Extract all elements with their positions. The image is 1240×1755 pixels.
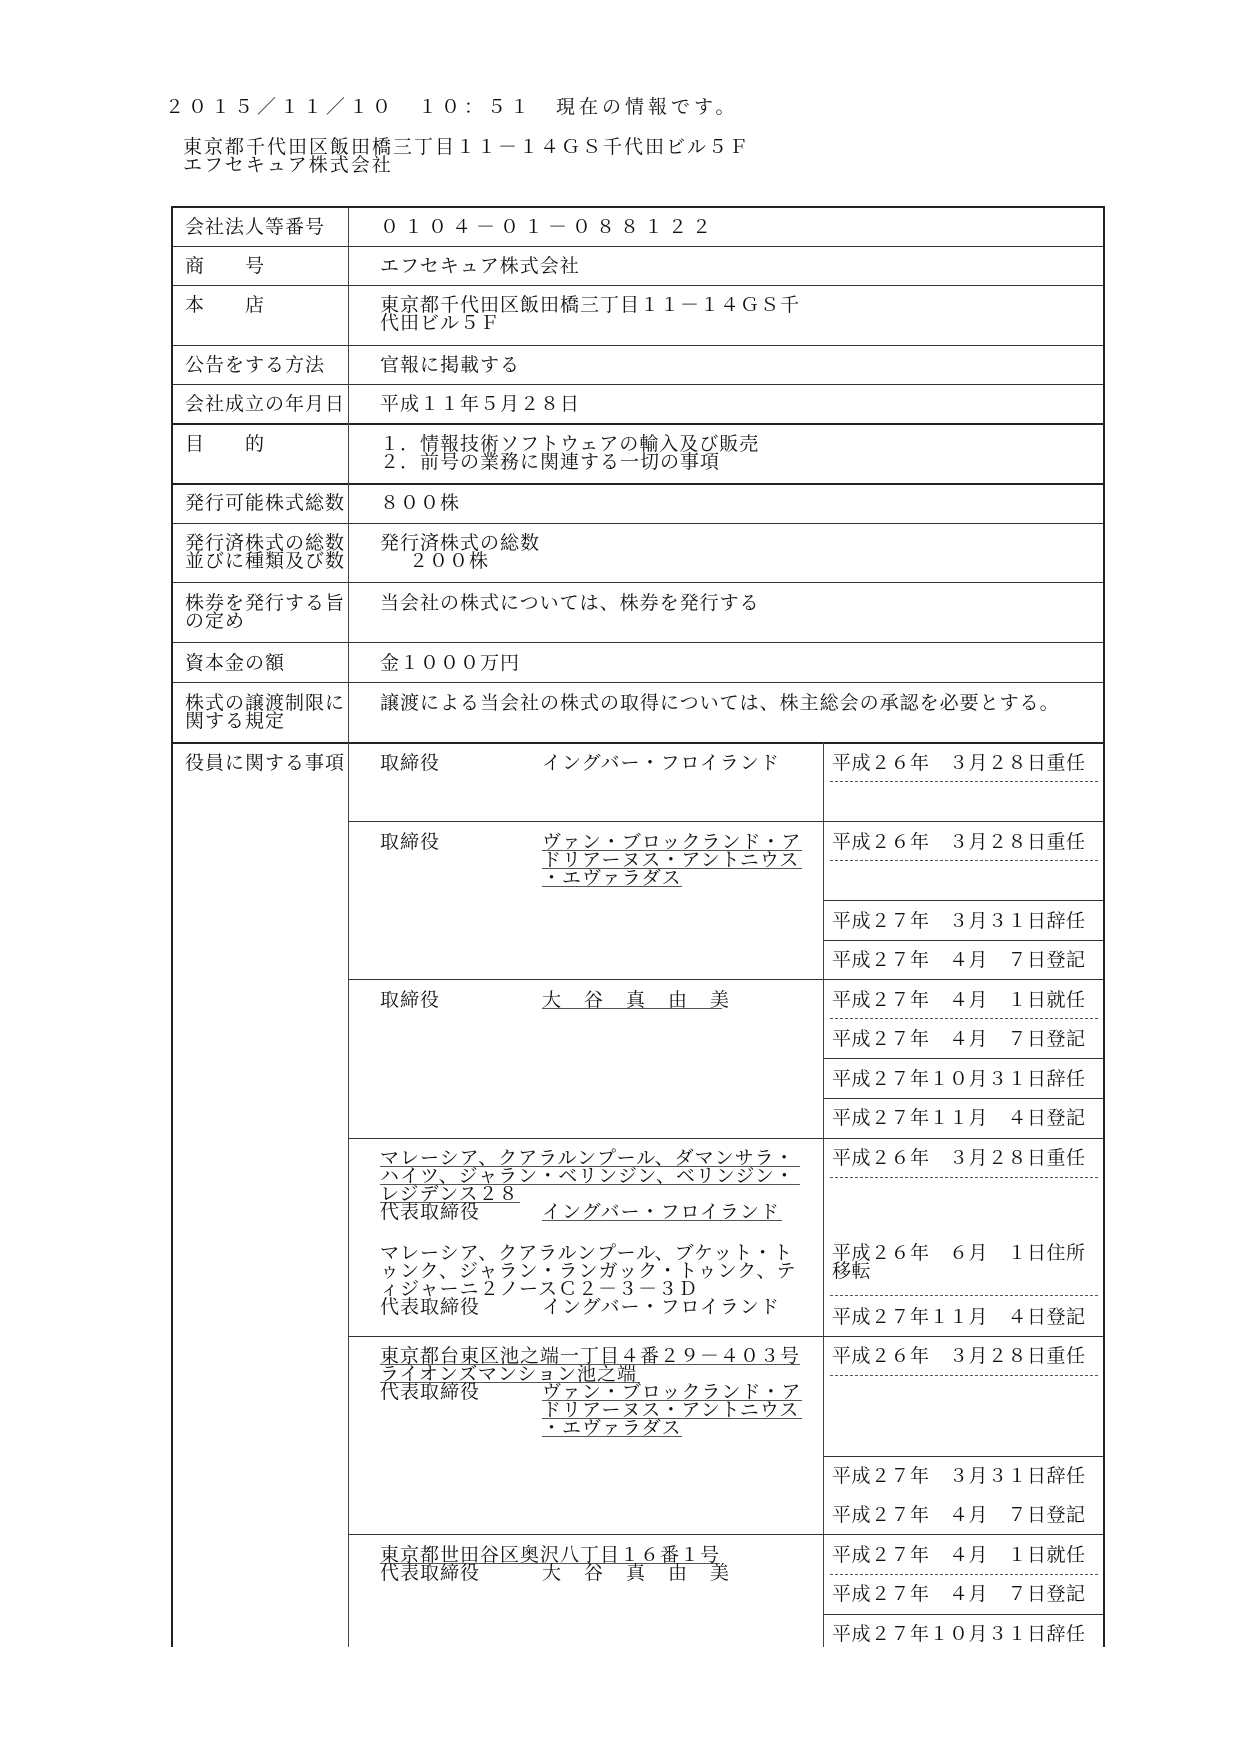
label-founded: 会社成立の年月日 — [185, 393, 346, 415]
officer-address-line: 東京都台東区池之端一丁目４番２９－４０３号 — [380, 1345, 801, 1367]
officer-divider — [349, 979, 1103, 980]
value-head-office-1: 東京都千代田区飯田橋三丁目１１－１４ＧＳ千 — [380, 294, 801, 316]
officer-role: 代表取締役 — [380, 1381, 481, 1403]
label-issued-shares-1: 発行済株式の総数 — [185, 532, 346, 554]
officer-date: 平成２７年 ４月 ７日登記 — [832, 1504, 1086, 1526]
officer-date: 平成２７年 ４月 ７日登記 — [832, 949, 1086, 971]
officer-date: 平成２６年 ３月２８日重任 — [832, 752, 1086, 774]
officer-name-line: ヴァン・ブロックランド・ア — [542, 831, 802, 853]
officer-date: 平成２７年 ４月 １日就任 — [832, 989, 1086, 1011]
row-divider — [173, 423, 1103, 425]
officer-address-line: ライオンズマンション池之端 — [380, 1363, 638, 1385]
value-transfer-restriction: 譲渡による当会社の株式の取得については、株主総会の承認を必要とする。 — [380, 692, 1060, 714]
row-divider — [173, 384, 1103, 385]
officer-role: 取締役 — [380, 989, 441, 1011]
dashed-rule — [830, 1018, 1098, 1019]
officer-date: 平成２６年 ６月 １日住所 — [832, 1242, 1086, 1264]
row-divider — [173, 523, 1103, 524]
label-head-office: 本 店 — [185, 294, 266, 316]
officer-date-continued: 移転 — [832, 1260, 872, 1282]
officer-role: 取締役 — [380, 752, 441, 774]
underline — [542, 1400, 802, 1401]
officer-divider — [349, 1336, 1103, 1337]
row-divider — [173, 345, 1103, 346]
dashed-rule — [830, 1375, 1098, 1376]
label-transfer-restriction-2: 関する規定 — [185, 710, 286, 732]
header-address: 東京都千代田区飯田橋三丁目１１－１４ＧＳ千代田ビル５Ｆ — [183, 136, 751, 158]
officer-role: 代表取締役 — [380, 1201, 481, 1223]
dashed-rule — [830, 1177, 1098, 1178]
value-capital: 金１０００万円 — [380, 652, 521, 674]
officer-name-line: ・エヴァラダス — [542, 867, 682, 889]
label-purpose: 目 的 — [185, 433, 266, 455]
officer-date: 平成２７年 ３月３１日辞任 — [832, 1465, 1086, 1487]
underline — [542, 1418, 802, 1419]
underline — [542, 850, 802, 851]
officer-date: 平成２６年 ３月２８日重任 — [832, 831, 1086, 853]
label-notice-method: 公告をする方法 — [185, 354, 326, 376]
value-authorized-shares: ８００株 — [380, 492, 461, 514]
registry-table — [171, 206, 1105, 1647]
officer-divider — [349, 821, 1103, 822]
label-transfer-restriction-1: 株式の譲渡制限に — [185, 692, 346, 714]
officer-date: 平成２７年 ４月 １日就任 — [832, 1544, 1086, 1566]
label-share-certificate-2: の定め — [185, 610, 246, 632]
date-divider — [824, 900, 1103, 901]
header-company-name: エフセキュア株式会社 — [183, 154, 393, 176]
officer-address-line: 東京都世田谷区奥沢八丁目１６番１号 — [380, 1544, 721, 1566]
label-officers: 役員に関する事項 — [185, 752, 346, 774]
officer-name-line: ドリアーヌス・アントニウス — [542, 1399, 800, 1421]
dashed-rule — [830, 1295, 1098, 1296]
value-notice-method: 官報に掲載する — [380, 354, 521, 376]
row-divider — [173, 682, 1103, 683]
officer-address-line: レジデンス２８ — [380, 1183, 519, 1205]
officer-name-line: ドリアーヌス・アントニウス — [542, 849, 800, 871]
officer-address-line: ゥンク、ジャラン・ランガック・トゥンク、テ — [380, 1260, 797, 1282]
officer-role: 代表取締役 — [380, 1296, 481, 1318]
officer-address-line: ハイツ、ジャラン・ベリンジン、ベリンジン・ — [380, 1165, 795, 1187]
value-issued-shares-2: ２００株 — [409, 550, 490, 572]
row-divider — [173, 642, 1103, 643]
officer-name-line: ヴァン・ブロックランド・ア — [542, 1381, 802, 1403]
officer-date: 平成２７年１０月３１日辞任 — [832, 1623, 1086, 1645]
underline — [380, 1364, 800, 1365]
officer-address-line: マレーシア、クアラルンプール、ブケット・ト — [380, 1242, 794, 1264]
officer-date: 平成２７年１０月３１日辞任 — [832, 1068, 1086, 1090]
date-divider — [824, 1058, 1103, 1059]
officer-role: 代表取締役 — [380, 1562, 481, 1584]
value-share-certificate: 当会社の株式については、株券を発行する — [380, 592, 760, 614]
officer-name: 大 谷 真 由 美 — [542, 1562, 732, 1584]
officer-date: 平成２７年１１月 ４日登記 — [832, 1107, 1086, 1129]
value-issued-shares-1: 発行済株式の総数 — [380, 532, 541, 554]
underline — [380, 1184, 800, 1185]
dashed-rule — [830, 1574, 1098, 1575]
officer-role: 取締役 — [380, 831, 441, 853]
row-divider — [173, 285, 1103, 286]
underline — [380, 1166, 800, 1167]
label-share-certificate-1: 株券を発行する旨 — [185, 592, 346, 614]
row-divider — [173, 582, 1103, 583]
date-divider — [824, 1614, 1103, 1615]
date-divider — [824, 1456, 1103, 1457]
date-divider — [824, 1098, 1103, 1099]
row-divider — [173, 742, 1103, 744]
value-head-office-2: 代田ビル５Ｆ — [380, 312, 501, 334]
officer-divider — [349, 1534, 1103, 1535]
label-authorized-shares: 発行可能株式総数 — [185, 492, 346, 514]
officer-name: イングバー・フロイランド — [542, 1296, 780, 1318]
value-purpose-1: １．情報技術ソフトウェアの輸入及び販売 — [380, 433, 760, 455]
officer-name: 大 谷 真 由 美 — [542, 989, 732, 1011]
underline — [542, 1008, 722, 1009]
officer-name-line: ・エヴァラダス — [542, 1417, 682, 1439]
underline — [542, 868, 802, 869]
label-trade-name: 商 号 — [185, 255, 266, 277]
underline — [542, 1436, 682, 1437]
underline — [542, 886, 682, 887]
officer-address-line: マレーシア、クアラルンプール、ダマンサラ・ — [380, 1147, 795, 1169]
underline — [542, 1220, 782, 1221]
value-trade-name: エフセキュア株式会社 — [380, 255, 580, 277]
date-divider — [824, 940, 1103, 941]
officer-date: 平成２６年 ３月２８日重任 — [832, 1345, 1086, 1367]
officer-date: 平成２６年 ３月２８日重任 — [832, 1147, 1086, 1169]
timestamp-line: ２０１５／１１／１０ １０：５１ 現在の情報です。 — [165, 96, 739, 118]
label-corp-number: 会社法人等番号 — [185, 216, 326, 238]
value-founded: 平成１１年５月２８日 — [380, 393, 581, 415]
officer-name: イングバー・フロイランド — [542, 1201, 780, 1223]
dashed-rule — [830, 781, 1098, 782]
value-purpose-2: ２．前号の業務に関連する一切の事項 — [380, 451, 721, 473]
officer-name: イングバー・フロイランド — [542, 752, 780, 774]
row-divider — [173, 246, 1103, 247]
officer-address-line: ィジャーニ２ノースＣ２－３－３Ｄ — [380, 1278, 699, 1300]
officer-date: 平成２７年 ３月３１日辞任 — [832, 910, 1086, 932]
officer-date: 平成２７年 ４月 ７日登記 — [832, 1583, 1086, 1605]
dashed-rule — [830, 860, 1098, 861]
label-capital: 資本金の額 — [185, 652, 286, 674]
value-corp-number: ０１０４－０１－０８８１２２ — [380, 216, 717, 238]
label-column-divider — [348, 208, 349, 1647]
row-divider — [173, 483, 1103, 485]
date-column-divider — [823, 742, 824, 1647]
label-issued-shares-2: 並びに種類及び数 — [185, 550, 346, 572]
officer-date: 平成２７年 ４月 ７日登記 — [832, 1028, 1086, 1050]
officer-divider — [349, 1138, 1103, 1139]
officer-date: 平成２７年１１月 ４日登記 — [832, 1306, 1086, 1328]
